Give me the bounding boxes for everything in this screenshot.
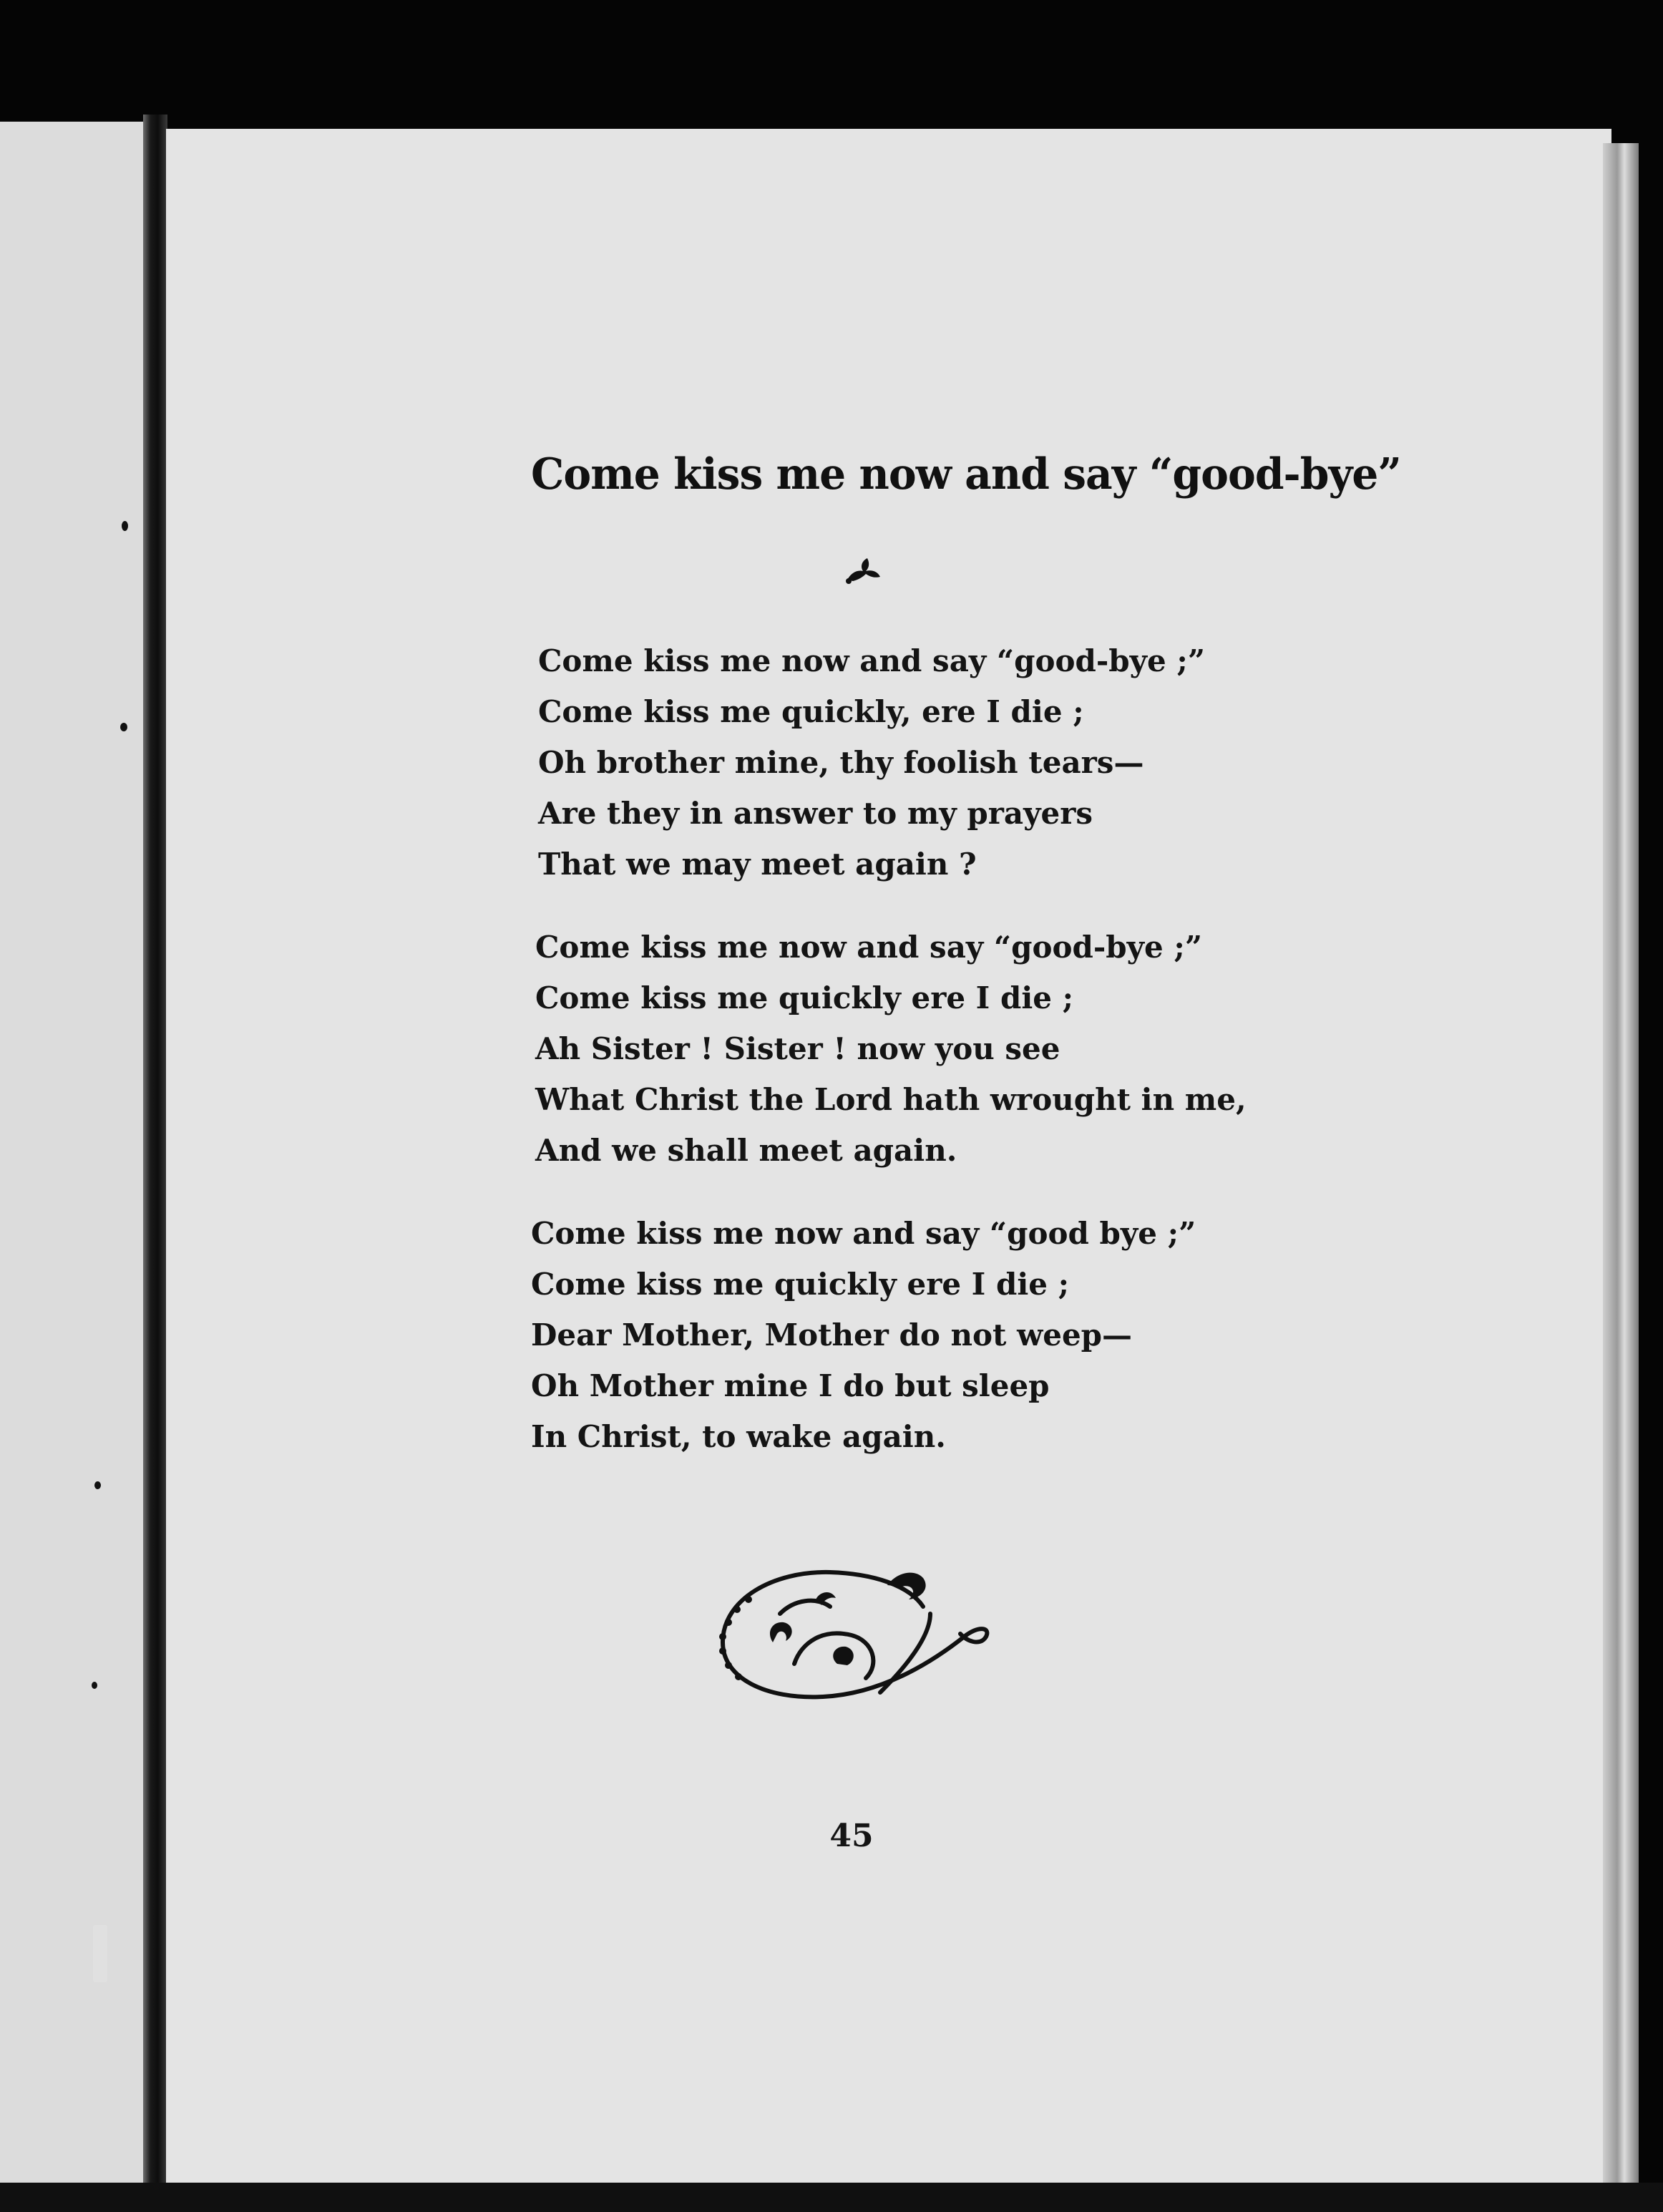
leaf-fleuron-icon [842, 551, 884, 587]
poem-line: In Christ, to wake again. [531, 1419, 946, 1454]
book-gutter [143, 115, 167, 2212]
margin-speck [92, 1682, 97, 1689]
poem-line: And we shall meet again. [535, 1133, 957, 1168]
poem-title: Come kiss me now and say “good-bye” [531, 449, 1401, 500]
margin-speck [94, 1481, 101, 1489]
poem-line: Come kiss me now and say “good-bye ;” [535, 930, 1203, 965]
poem-line: Come kiss me quickly ere I die ; [531, 1267, 1070, 1302]
poem-line: Oh brother mine, thy foolish tears— [538, 745, 1144, 780]
stanza-1 [538, 635, 1205, 890]
stanza-3 [531, 1208, 1196, 1462]
poem-line: Come kiss me quickly, ere I die ; [538, 694, 1084, 729]
poem-line: Come kiss me now and say “good-bye ;” [538, 643, 1206, 678]
poem-line: Are they in answer to my prayers [538, 796, 1093, 831]
scan-bottom-border [0, 2183, 1663, 2212]
poem-line: Come kiss me now and say “good bye ;” [531, 1216, 1196, 1251]
margin-speck [120, 723, 127, 731]
margin-speck [93, 1925, 107, 1982]
page-edge-shadow [1603, 143, 1639, 2212]
poem-line: What Christ the Lord hath wrought in me, [535, 1082, 1247, 1117]
page-number: 45 [829, 1818, 874, 1854]
poem-line: Come kiss me quickly ere I die ; [535, 980, 1074, 1015]
margin-speck [122, 521, 128, 531]
poem-line: Dear Mother, Mother do not weep— [531, 1317, 1133, 1353]
facing-page-edge [0, 122, 152, 2212]
poem-line: That we may meet again ? [538, 847, 977, 882]
stanza-2 [535, 922, 1247, 1176]
poem-line: Oh Mother mine I do but sleep [531, 1368, 1050, 1403]
poem-line: Ah Sister ! Sister ! now you see [535, 1031, 1060, 1066]
floral-tailpiece-ornament [694, 1556, 995, 1707]
